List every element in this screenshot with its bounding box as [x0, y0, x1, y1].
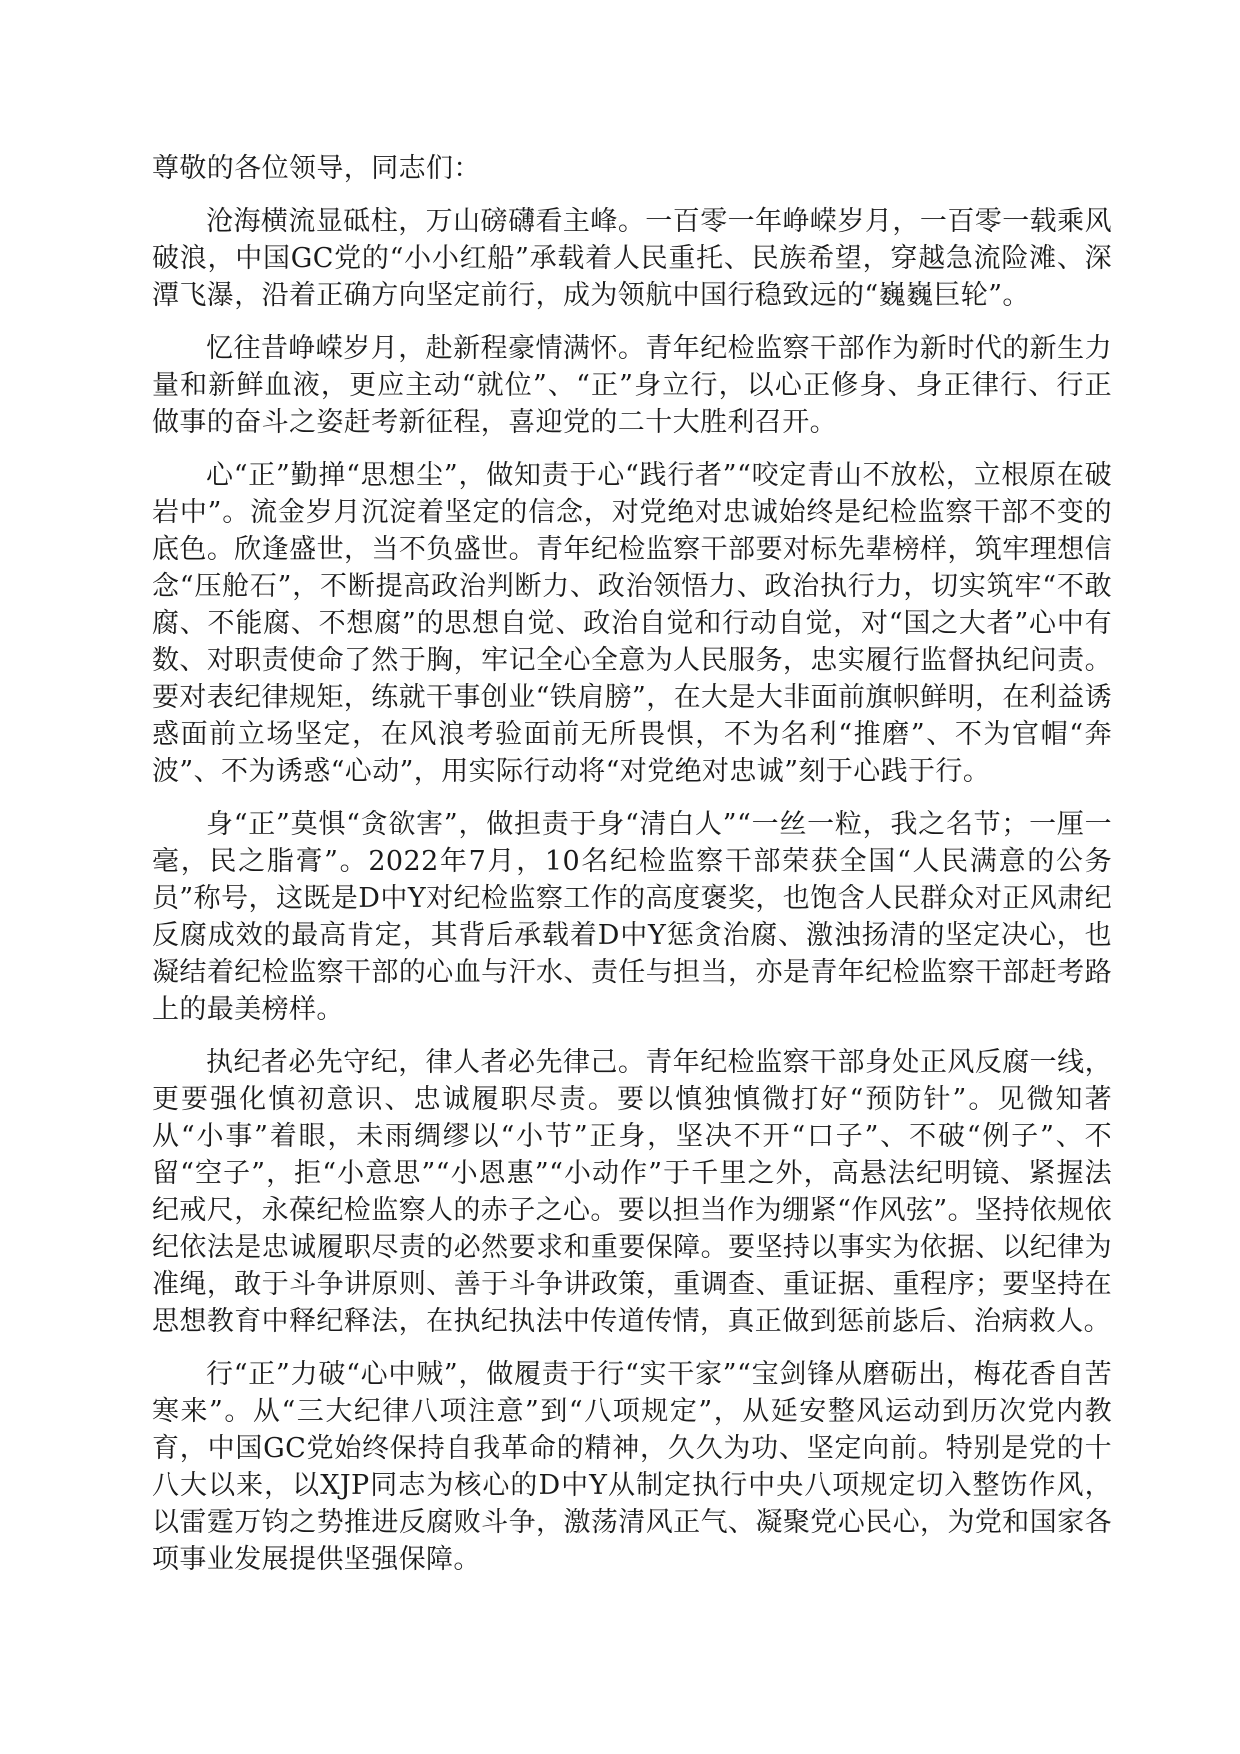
paragraph-1: 沧海横流显砥柱，万山磅礴看主峰。一百零一年峥嵘岁月，一百零一载乘风破浪，中国GC党的“小小红船”承载着人民重托、民族希望，穿越急流险滩、深潭飞瀑，沿着正确方向坚定前行，成为领航中国行稳致远的“巍巍巨轮”。: [152, 206, 1112, 311]
paragraph-5: 执纪者必先守纪，律人者必先律己。青年纪检监察干部身处正风反腐一线，更要强化慎初意识、忠诚履职尽责。要以慎独慎微打好“预防针”。见微知著从“小事”着眼，未雨绸缪以“小节”正身，坚决不开“口子”、不破“例子”、不留“空子”，拒“小意思”“小恩惠”“小动作”于千里之外，高悬法纪明镜、紧握法纪戒尺，永葆纪检监察人的赤子之心。要以担当作为绷紧“作风弦”。坚持依规依纪依法是忠诚履职尽责的必然要求和重要保障。要坚持以事实为依据、以纪律为准绳，敢于斗争讲原则、善于斗争讲政策，重调查、重证据、重程序；要坚持在思想教育中释纪释法，在执纪执法中传道传情，真正做到惩前毖后、治病救人。: [152, 1047, 1113, 1337]
paragraph-6: 行“正”力破“心中贼”，做履责于行“实干家”“宝剑锋从磨砺出，梅花香自苦寒来”。从“三大纪律八项注意”到“八项规定”，从延安整风运动到历次党内教育，中国GC党始终保持自我革命的精神，久久为功、坚定向前。特别是党的十八大以来，以XJP同志为核心的D中Y从制定执行中央八项规定切入整饬作风，以雷霆万钧之势推进反腐败斗争，激荡清风正气、凝聚党心民心，为党和国家各项事业发展提供坚强保障。: [152, 1359, 1112, 1575]
paragraph-3: 心“正”勤掸“思想尘”，做知责于心“践行者”“咬定青山不放松，立根原在破岩中”。流金岁月沉淀着坚定的信念，对党绝对忠诚始终是纪检监察干部不变的底色。欣逢盛世，当不负盛世。青年纪检监察干部要对标先辈榜样，筑牢理想信念“压舱石”，不断提高政治判断力、政治领悟力、政治执行力，切实筑牢“不敢腐、不能腐、不想腐”的思想自觉、政治自觉和行动自觉，对“国之大者”心中有数、对职责使命了然于胸，牢记全心全意为人民服务，忠实履行监督执纪问责。要对表纪律规矩，练就干事创业“铁肩膀”，在大是大非面前旗帜鲜明，在利益诱惑面前立场坚定，在风浪考验面前无所畏惧，不为名利“推磨”、不为官帽“奔波”、不为诱惑“心动”，用实际行动将“对党绝对忠诚”刻于心践于行。: [152, 460, 1113, 787]
document-page: [152, 150, 1112, 1594]
paragraph-4: 身“正”莫惧“贪欲害”，做担责于身“清白人”“一丝一粒，我之名节；一厘一毫，民之脂膏”。2022年7月，10名纪检监察干部荣获全国“人民满意的公务员”称号，这既是D中Y对纪检监察工作的高度褒奖，也饱含人民群众对正风肃纪反腐成效的最高肯定，其背后承载着D中Y惩贪治腐、激浊扬清的坚定决心，也凝结着纪检监察干部的心血与汗水、责任与担当，亦是青年纪检监察干部赶考路上的最美榜样。: [152, 809, 1112, 1025]
salutation: 尊敬的各位领导，同志们：: [152, 153, 481, 184]
paragraph-2: 忆往昔峥嵘岁月，赴新程豪情满怀。青年纪检监察干部作为新时代的新生力量和新鲜血液，更应主动“就位”、“正”身立行，以心正修身、身正律行、行正做事的奋斗之姿赶考新征程，喜迎党的二十大胜利召开。: [152, 333, 1112, 438]
